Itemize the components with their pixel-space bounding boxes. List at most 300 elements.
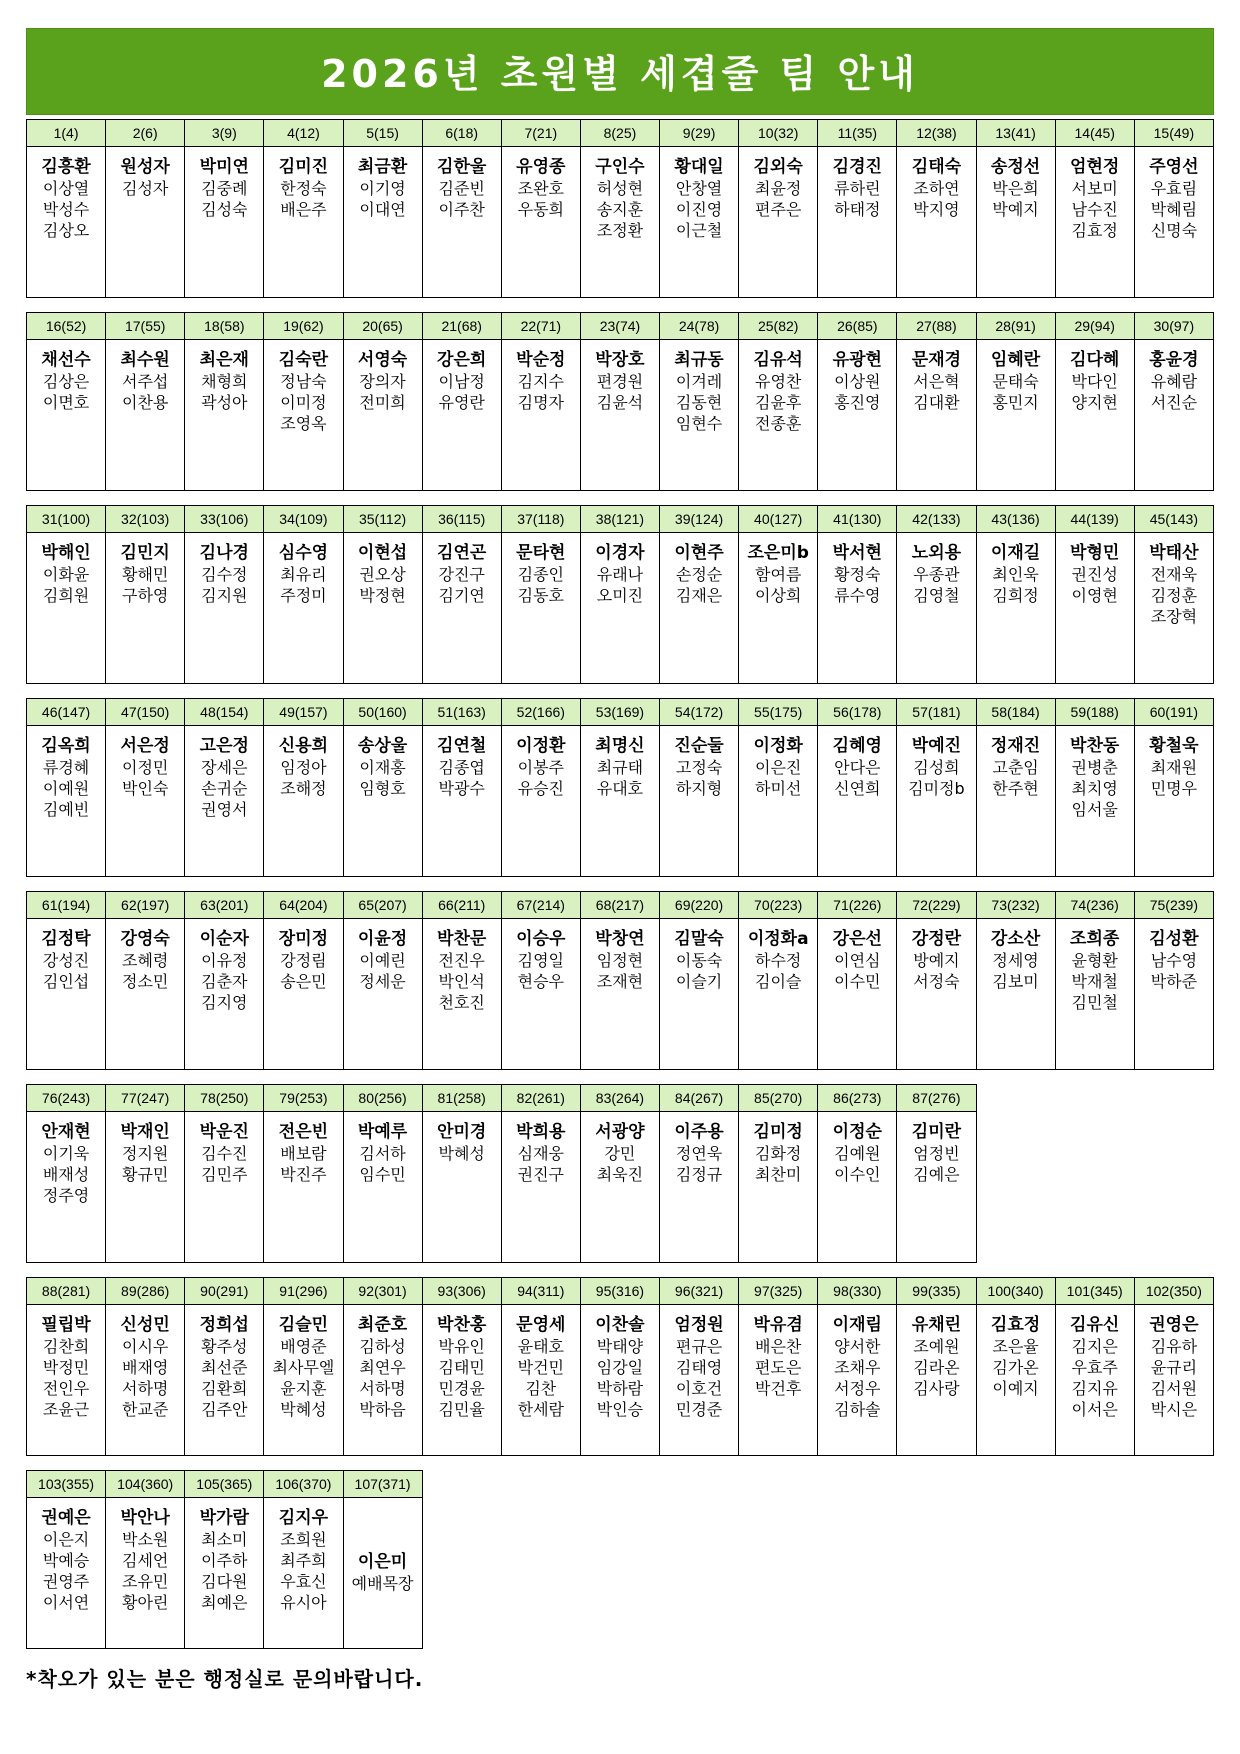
group-cell bbox=[897, 147, 976, 298]
group-number-cell: 46(147) bbox=[27, 699, 106, 726]
group-leader-name: 송상울 bbox=[357, 736, 408, 756]
group-leader-name: 권영은 bbox=[1149, 1315, 1199, 1335]
group-roster bbox=[27, 533, 105, 683]
group-member-name: 이수인 bbox=[834, 1165, 881, 1184]
group-number-cell: 35(112) bbox=[343, 506, 422, 533]
empty-header-cell bbox=[976, 1471, 1055, 1498]
row-spacer bbox=[27, 298, 1214, 313]
group-number-cell: 11(35) bbox=[818, 120, 897, 147]
group-member-name: 강성진 bbox=[42, 951, 90, 970]
group-number-cell: 53(169) bbox=[580, 699, 659, 726]
group-number-cell: 86(273) bbox=[818, 1085, 897, 1112]
group-number-cell: 21(68) bbox=[422, 313, 501, 340]
group-roster bbox=[185, 1498, 263, 1648]
group-member-name: 김영일 bbox=[517, 951, 564, 970]
group-member-name: 고정숙 bbox=[675, 758, 723, 777]
group-member-name: 우효주 bbox=[1071, 1358, 1118, 1377]
group-header-row bbox=[27, 1085, 1214, 1112]
group-roster bbox=[1056, 533, 1134, 683]
group-number-cell: 45(143) bbox=[1134, 506, 1213, 533]
group-member-name: 서보미 bbox=[1071, 179, 1118, 198]
group-roster bbox=[264, 533, 342, 683]
group-cell bbox=[1055, 1305, 1134, 1456]
group-leader-name: 고은정 bbox=[199, 736, 249, 756]
row-spacer bbox=[27, 877, 1214, 892]
group-member-name: 김성숙 bbox=[201, 200, 248, 219]
group-members-row bbox=[27, 1112, 1214, 1263]
group-member-name: 박유인 bbox=[438, 1337, 485, 1356]
group-member-name: 박재철 bbox=[1071, 972, 1118, 991]
group-member-name: 김명자 bbox=[517, 393, 564, 412]
group-member-name: 유래나 bbox=[596, 565, 644, 584]
group-member-name: 김서하 bbox=[359, 1144, 406, 1163]
group-number-cell: 96(321) bbox=[660, 1278, 739, 1305]
group-cell bbox=[106, 1498, 185, 1649]
group-leader-name: 김혜영 bbox=[832, 736, 882, 756]
group-cell bbox=[422, 919, 501, 1070]
group-member-name: 이영현 bbox=[1071, 586, 1118, 605]
group-member-name: 민경윤 bbox=[438, 1379, 485, 1398]
group-member-name: 김사랑 bbox=[913, 1379, 960, 1398]
group-member-name: 김찬 bbox=[525, 1379, 557, 1398]
group-roster bbox=[818, 533, 896, 683]
group-number-cell: 91(296) bbox=[264, 1278, 343, 1305]
group-member-name: 김환희 bbox=[201, 1379, 248, 1398]
group-member-name: 전미희 bbox=[359, 393, 406, 412]
group-header-row bbox=[27, 1471, 1214, 1498]
group-member-name: 손정순 bbox=[675, 565, 723, 584]
group-cell bbox=[818, 533, 897, 684]
group-member-name: 박시은 bbox=[1150, 1400, 1198, 1419]
group-leader-name: 이경자 bbox=[595, 543, 645, 563]
group-member-name: 최사무엘 bbox=[272, 1358, 335, 1377]
group-number-cell: 13(41) bbox=[976, 120, 1055, 147]
group-member-name: 조하연 bbox=[913, 179, 960, 198]
group-member-name: 하미선 bbox=[755, 779, 802, 798]
group-cell bbox=[106, 1112, 185, 1263]
group-member-name: 김동현 bbox=[675, 393, 723, 412]
group-roster bbox=[897, 919, 975, 1069]
group-number-cell: 1(4) bbox=[27, 120, 106, 147]
group-member-name: 임형호 bbox=[359, 779, 406, 798]
group-member-name: 배은주 bbox=[280, 200, 327, 219]
group-number-cell: 59(188) bbox=[1055, 699, 1134, 726]
group-member-name: 윤형환 bbox=[1071, 951, 1118, 970]
group-leader-name: 이윤정 bbox=[357, 929, 408, 949]
group-member-name: 최치영 bbox=[1071, 779, 1118, 798]
group-leader-name: 유광현 bbox=[832, 350, 882, 370]
empty-cell bbox=[501, 1498, 580, 1649]
group-number-cell: 104(360) bbox=[106, 1471, 185, 1498]
empty-header-cell bbox=[897, 1471, 976, 1498]
group-member-name: 강정림 bbox=[280, 951, 327, 970]
group-number-cell: 76(243) bbox=[27, 1085, 106, 1112]
group-cell bbox=[580, 340, 659, 491]
empty-header-cell bbox=[422, 1471, 501, 1498]
group-member-name: 편규은 bbox=[675, 1337, 723, 1356]
group-member-name: 유승진 bbox=[517, 779, 564, 798]
group-cell bbox=[343, 726, 422, 877]
group-member-name: 최찬미 bbox=[755, 1165, 802, 1184]
group-leader-name: 강정란 bbox=[911, 929, 962, 949]
group-cell bbox=[264, 533, 343, 684]
group-roster bbox=[106, 919, 184, 1069]
group-cell bbox=[897, 533, 976, 684]
group-leader-name: 김연철 bbox=[437, 736, 487, 756]
group-cell bbox=[660, 533, 739, 684]
empty-header-cell bbox=[1055, 1085, 1134, 1112]
group-roster bbox=[1135, 147, 1213, 297]
group-member-name: 이면호 bbox=[42, 393, 90, 412]
group-leader-name: 박미연 bbox=[199, 157, 249, 177]
group-cell bbox=[343, 340, 422, 491]
group-member-name: 김라온 bbox=[913, 1358, 960, 1377]
group-cell bbox=[185, 340, 264, 491]
group-leader-name: 김유신 bbox=[1070, 1315, 1120, 1335]
group-leader-name: 유영종 bbox=[516, 157, 566, 177]
group-leader-name: 문영세 bbox=[516, 1315, 566, 1335]
group-member-name: 서진순 bbox=[1150, 393, 1198, 412]
group-member-name: 김찬희 bbox=[42, 1337, 90, 1356]
group-number-cell: 89(286) bbox=[106, 1278, 185, 1305]
group-leader-name: 박유겸 bbox=[753, 1315, 803, 1335]
group-roster bbox=[344, 147, 422, 297]
group-cell bbox=[501, 147, 580, 298]
group-member-name: 조채우 bbox=[834, 1358, 881, 1377]
group-cell bbox=[739, 147, 818, 298]
group-number-cell: 90(291) bbox=[185, 1278, 264, 1305]
group-member-name: 김지수 bbox=[517, 372, 564, 391]
group-member-name: 이예지 bbox=[992, 1379, 1039, 1398]
group-member-name: 최연우 bbox=[359, 1358, 406, 1377]
group-number-cell: 74(236) bbox=[1055, 892, 1134, 919]
group-leader-name: 최명신 bbox=[595, 736, 645, 756]
group-cell bbox=[897, 726, 976, 877]
group-member-name: 방예지 bbox=[913, 951, 960, 970]
group-cell bbox=[897, 1305, 976, 1456]
group-leader-name: 이정환 bbox=[516, 736, 566, 756]
group-number-cell: 68(217) bbox=[580, 892, 659, 919]
group-cell bbox=[897, 340, 976, 491]
group-leader-name: 박안나 bbox=[120, 1508, 170, 1528]
group-number-cell: 31(100) bbox=[27, 506, 106, 533]
group-member-name: 우효신 bbox=[280, 1572, 327, 1591]
group-member-name: 장의자 bbox=[359, 372, 406, 391]
group-member-name: 전진우 bbox=[438, 951, 485, 970]
group-member-name: 황정숙 bbox=[834, 565, 881, 584]
group-leader-name: 박해인 bbox=[41, 543, 91, 563]
group-roster bbox=[1135, 919, 1213, 1069]
group-leader-name: 박형민 bbox=[1070, 543, 1120, 563]
group-member-name: 윤규리 bbox=[1150, 1358, 1198, 1377]
group-leader-name: 김정탁 bbox=[41, 929, 91, 949]
group-member-name: 박건후 bbox=[755, 1379, 802, 1398]
group-cell bbox=[580, 726, 659, 877]
group-member-name: 한교준 bbox=[122, 1400, 169, 1419]
group-roster bbox=[1056, 147, 1134, 297]
group-members-row bbox=[27, 919, 1214, 1070]
group-cell bbox=[422, 340, 501, 491]
group-number-cell: 69(220) bbox=[660, 892, 739, 919]
group-leader-name: 김미진 bbox=[278, 157, 329, 177]
group-number-cell: 54(172) bbox=[660, 699, 739, 726]
group-roster bbox=[1056, 919, 1134, 1069]
group-leader-name: 박운진 bbox=[199, 1122, 249, 1142]
group-number-cell: 20(65) bbox=[343, 313, 422, 340]
row-spacer bbox=[27, 491, 1214, 506]
group-number-cell: 102(350) bbox=[1134, 1278, 1213, 1305]
group-number-cell: 106(370) bbox=[264, 1471, 343, 1498]
group-member-name: 정세영 bbox=[992, 951, 1039, 970]
group-number-cell: 60(191) bbox=[1134, 699, 1213, 726]
group-member-name: 박다인 bbox=[1071, 372, 1118, 391]
group-number-cell: 38(121) bbox=[580, 506, 659, 533]
group-number-cell: 94(311) bbox=[501, 1278, 580, 1305]
group-header-row bbox=[27, 313, 1214, 340]
group-number-cell: 16(52) bbox=[27, 313, 106, 340]
group-members-row bbox=[27, 340, 1214, 491]
group-number-cell: 63(201) bbox=[185, 892, 264, 919]
group-number-cell: 97(325) bbox=[739, 1278, 818, 1305]
group-number-cell: 98(330) bbox=[818, 1278, 897, 1305]
group-roster bbox=[581, 919, 659, 1069]
group-cell bbox=[27, 340, 106, 491]
group-cell bbox=[818, 147, 897, 298]
group-roster bbox=[897, 533, 975, 683]
group-cell bbox=[185, 1305, 264, 1456]
group-roster bbox=[344, 1305, 422, 1455]
group-number-cell: 25(82) bbox=[739, 313, 818, 340]
group-cell bbox=[976, 726, 1055, 877]
group-member-name: 조해정 bbox=[280, 779, 327, 798]
group-member-name: 유혜람 bbox=[1150, 372, 1198, 391]
group-number-cell: 37(118) bbox=[501, 506, 580, 533]
group-member-name: 김종엽 bbox=[438, 758, 485, 777]
group-member-name: 이호건 bbox=[675, 1379, 723, 1398]
group-cell bbox=[27, 1498, 106, 1649]
group-roster bbox=[106, 147, 184, 297]
group-number-cell: 26(85) bbox=[818, 313, 897, 340]
group-member-name: 박인숙 bbox=[122, 779, 169, 798]
group-member-name: 김준빈 bbox=[438, 179, 485, 198]
group-leader-name: 정희섭 bbox=[199, 1315, 249, 1335]
group-roster bbox=[344, 1498, 422, 1648]
group-member-name: 김성자 bbox=[122, 179, 169, 198]
group-leader-name: 김외숙 bbox=[753, 157, 803, 177]
group-member-name: 윤태호 bbox=[517, 1337, 564, 1356]
group-number-cell: 17(55) bbox=[106, 313, 185, 340]
group-number-cell: 92(301) bbox=[343, 1278, 422, 1305]
group-roster bbox=[106, 533, 184, 683]
group-cell bbox=[580, 919, 659, 1070]
empty-cell bbox=[976, 1112, 1055, 1263]
group-cell bbox=[660, 919, 739, 1070]
group-number-cell: 72(229) bbox=[897, 892, 976, 919]
group-member-name: 우동희 bbox=[517, 200, 564, 219]
group-cell bbox=[976, 1305, 1055, 1456]
group-member-name: 홍민지 bbox=[992, 393, 1039, 412]
group-cell bbox=[106, 147, 185, 298]
group-member-name: 임정현 bbox=[596, 951, 644, 970]
group-member-name: 정지원 bbox=[122, 1144, 169, 1163]
group-number-cell: 55(175) bbox=[739, 699, 818, 726]
group-member-name: 최재원 bbox=[1150, 758, 1198, 777]
group-roster bbox=[660, 919, 738, 1069]
group-header-row bbox=[27, 892, 1214, 919]
group-roster bbox=[185, 340, 263, 490]
group-number-cell: 58(184) bbox=[976, 699, 1055, 726]
group-roster bbox=[977, 533, 1055, 683]
group-member-name: 이수민 bbox=[834, 972, 881, 991]
group-member-name: 황아린 bbox=[122, 1593, 169, 1612]
group-leader-name: 황대일 bbox=[674, 157, 724, 177]
group-member-name: 심재웅 bbox=[517, 1144, 564, 1163]
group-leader-name: 문재경 bbox=[911, 350, 962, 370]
group-roster bbox=[581, 1112, 659, 1262]
group-leader-name: 송정선 bbox=[990, 157, 1041, 177]
group-members-row bbox=[27, 1498, 1214, 1649]
group-leader-name: 이재길 bbox=[990, 543, 1041, 563]
empty-header-cell bbox=[1055, 1471, 1134, 1498]
group-roster bbox=[27, 1498, 105, 1648]
group-cell bbox=[106, 1305, 185, 1456]
group-member-name: 이정민 bbox=[122, 758, 169, 777]
group-header-row bbox=[27, 120, 1214, 147]
group-member-name: 박혜성 bbox=[280, 1400, 327, 1419]
group-leader-name: 이정화 bbox=[753, 736, 803, 756]
group-roster bbox=[423, 919, 501, 1069]
group-roster bbox=[581, 340, 659, 490]
group-leader-name: 조희종 bbox=[1070, 929, 1120, 949]
group-roster bbox=[977, 726, 1055, 876]
group-member-name: 배은찬 bbox=[755, 1337, 802, 1356]
group-roster bbox=[1056, 726, 1134, 876]
group-member-name: 유영란 bbox=[438, 393, 485, 412]
group-number-cell: 64(204) bbox=[264, 892, 343, 919]
group-cell bbox=[897, 1112, 976, 1263]
group-number-cell: 7(21) bbox=[501, 120, 580, 147]
group-cell bbox=[660, 147, 739, 298]
group-cell bbox=[501, 340, 580, 491]
group-cell bbox=[1134, 726, 1213, 877]
group-roster bbox=[264, 147, 342, 297]
group-leader-name: 이은미 bbox=[357, 1552, 408, 1572]
group-cell bbox=[106, 726, 185, 877]
group-member-name: 손귀순 bbox=[201, 779, 248, 798]
empty-cell bbox=[1134, 1498, 1213, 1649]
group-roster bbox=[27, 1305, 105, 1455]
group-cell bbox=[343, 147, 422, 298]
group-member-name: 박정민 bbox=[42, 1358, 90, 1377]
group-number-cell: 28(91) bbox=[976, 313, 1055, 340]
group-number-cell: 34(109) bbox=[264, 506, 343, 533]
group-number-cell: 10(32) bbox=[739, 120, 818, 147]
group-members-row bbox=[27, 147, 1214, 298]
group-leader-name: 박예진 bbox=[911, 736, 962, 756]
group-member-name: 김다원 bbox=[201, 1572, 248, 1591]
group-number-cell: 19(62) bbox=[264, 313, 343, 340]
group-cell bbox=[27, 1112, 106, 1263]
team-assignment-table bbox=[26, 119, 1214, 1649]
group-cell bbox=[185, 1498, 264, 1649]
group-roster bbox=[977, 147, 1055, 297]
group-roster bbox=[818, 147, 896, 297]
group-member-name: 김희원 bbox=[42, 586, 90, 605]
group-leader-name: 이현섭 bbox=[357, 543, 408, 563]
group-cell bbox=[660, 1305, 739, 1456]
group-member-name: 황주성 bbox=[201, 1337, 248, 1356]
group-leader-name: 원성자 bbox=[120, 157, 170, 177]
group-number-cell: 52(166) bbox=[501, 699, 580, 726]
group-member-name: 이기욱 bbox=[42, 1144, 90, 1163]
group-member-name: 홍진영 bbox=[834, 393, 881, 412]
group-member-name: 편경원 bbox=[596, 372, 644, 391]
group-leader-name: 정재진 bbox=[990, 736, 1041, 756]
group-member-name: 김세언 bbox=[122, 1551, 169, 1570]
group-number-cell: 101(345) bbox=[1055, 1278, 1134, 1305]
group-member-name: 배영준 bbox=[280, 1337, 327, 1356]
group-member-name: 신명숙 bbox=[1150, 221, 1198, 240]
group-cell bbox=[422, 726, 501, 877]
group-number-cell: 47(150) bbox=[106, 699, 185, 726]
group-member-name: 정주영 bbox=[42, 1186, 90, 1205]
group-member-name: 김미정b bbox=[908, 779, 965, 798]
group-roster bbox=[1135, 1305, 1213, 1455]
group-cell bbox=[1134, 1305, 1213, 1456]
group-member-name: 최욱진 bbox=[596, 1165, 644, 1184]
group-cell bbox=[422, 147, 501, 298]
group-cell bbox=[264, 1498, 343, 1649]
empty-header-cell bbox=[660, 1471, 739, 1498]
group-roster bbox=[1056, 1305, 1134, 1455]
group-header-row bbox=[27, 1278, 1214, 1305]
group-cell bbox=[343, 533, 422, 684]
group-member-name: 임강일 bbox=[596, 1358, 644, 1377]
group-roster bbox=[660, 1305, 738, 1455]
group-leader-name: 김숙란 bbox=[278, 350, 329, 370]
group-number-cell: 77(247) bbox=[106, 1085, 185, 1112]
group-member-name: 최윤정 bbox=[755, 179, 802, 198]
group-roster bbox=[818, 1305, 896, 1455]
group-member-name: 박태양 bbox=[596, 1337, 644, 1356]
group-leader-name: 김유석 bbox=[753, 350, 803, 370]
group-leader-name: 엄정원 bbox=[674, 1315, 724, 1335]
group-header-row bbox=[27, 506, 1214, 533]
group-number-cell: 79(253) bbox=[264, 1085, 343, 1112]
group-member-name: 하수정 bbox=[755, 951, 802, 970]
group-cell bbox=[501, 726, 580, 877]
group-number-cell: 105(365) bbox=[185, 1471, 264, 1498]
group-roster bbox=[1056, 340, 1134, 490]
group-cell bbox=[1134, 919, 1213, 1070]
group-member-name: 천호진 bbox=[438, 993, 485, 1012]
group-leader-name: 박찬동 bbox=[1070, 736, 1120, 756]
empty-cell bbox=[739, 1498, 818, 1649]
group-member-name: 박혜성 bbox=[438, 1144, 485, 1163]
group-leader-name: 주영선 bbox=[1149, 157, 1199, 177]
group-leader-name: 김말숙 bbox=[674, 929, 724, 949]
group-roster bbox=[739, 533, 817, 683]
group-cell bbox=[501, 1112, 580, 1263]
group-member-name: 엄정빈 bbox=[913, 1144, 960, 1163]
group-header-row bbox=[27, 699, 1214, 726]
group-cell bbox=[818, 919, 897, 1070]
group-member-name: 전재욱 bbox=[1150, 565, 1198, 584]
group-member-name: 최규태 bbox=[596, 758, 644, 777]
group-cell bbox=[976, 533, 1055, 684]
group-member-name: 주정미 bbox=[280, 586, 327, 605]
group-number-cell: 8(25) bbox=[580, 120, 659, 147]
